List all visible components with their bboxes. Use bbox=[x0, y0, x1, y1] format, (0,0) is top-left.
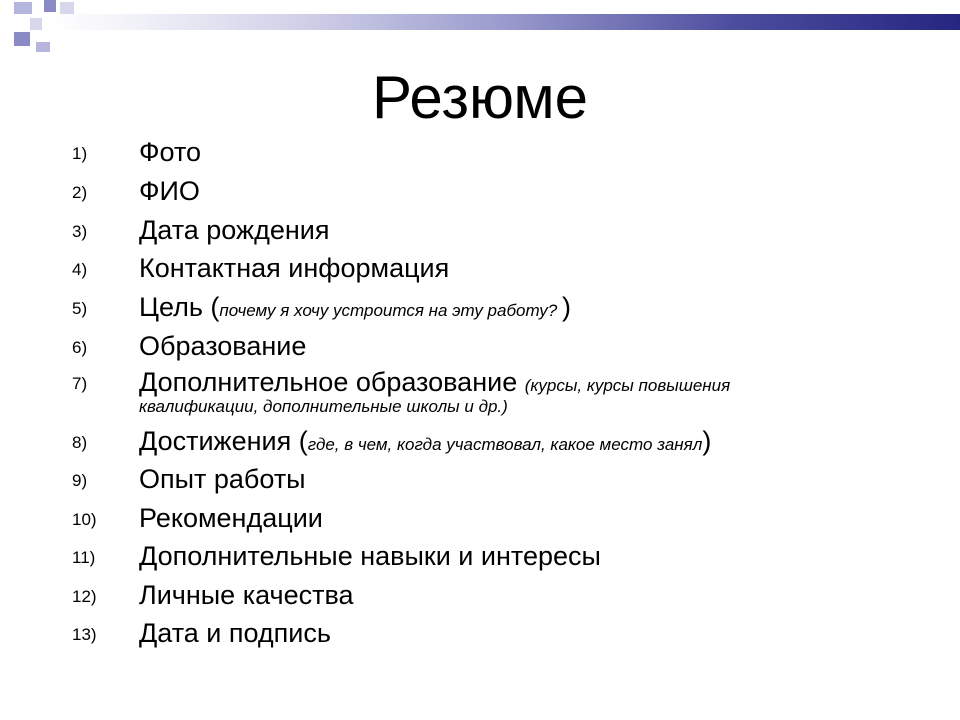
item-number: 6) bbox=[72, 338, 88, 357]
item-main-text: Достижения ( bbox=[139, 426, 308, 456]
decor-square bbox=[30, 18, 42, 30]
decor-square bbox=[14, 2, 32, 14]
item-text: Дополнительные навыки и интересы bbox=[139, 541, 601, 571]
item-text: Контактная информация bbox=[139, 253, 450, 283]
item-number: 1) bbox=[72, 144, 88, 163]
item-number: 10) bbox=[72, 510, 97, 529]
decor-square bbox=[14, 32, 30, 46]
item-number: 5) bbox=[72, 299, 88, 318]
item-text: Опыт работы bbox=[139, 464, 306, 494]
decor-square bbox=[36, 42, 50, 52]
item-note: где, в чем, когда участвовал, какое место занял bbox=[307, 435, 703, 454]
item-text: Личные качества bbox=[139, 580, 354, 610]
decor-square bbox=[60, 2, 74, 14]
item-main-text: Цель ( bbox=[139, 292, 220, 322]
corner-decoration bbox=[0, 0, 80, 60]
item-number: 7) bbox=[72, 374, 88, 393]
item-number: 8) bbox=[72, 433, 88, 452]
item-text: Рекомендации bbox=[139, 503, 323, 533]
item-text: Дата рождения bbox=[139, 215, 330, 245]
item-suffix: ) bbox=[561, 292, 571, 322]
item-number: 4) bbox=[72, 260, 88, 279]
header-gradient-bar bbox=[52, 14, 960, 30]
item-text bbox=[139, 424, 919, 462]
item-text: ФИО bbox=[139, 176, 200, 206]
item-text bbox=[139, 290, 919, 328]
item-number: 12) bbox=[72, 587, 97, 606]
item-note: почему я хочу устроится на эту работу? bbox=[219, 301, 562, 320]
item-note-continuation: квалификации, дополнительные школы и др.) bbox=[139, 397, 508, 416]
item-number: 3) bbox=[72, 222, 88, 241]
item-text: Образование bbox=[139, 331, 307, 361]
item-main-text: Дополнительное образование bbox=[139, 367, 525, 397]
item-text: Дата и подпись bbox=[139, 618, 331, 648]
item-text: Фото bbox=[139, 137, 202, 167]
item-number: 13) bbox=[72, 625, 97, 644]
decor-square bbox=[44, 0, 56, 12]
item-number: 9) bbox=[72, 471, 88, 490]
slide-title: Резюме bbox=[372, 64, 588, 131]
item-note: (курсы, курсы повышения bbox=[524, 376, 731, 395]
item-number: 2) bbox=[72, 183, 88, 202]
item-number: 11) bbox=[72, 548, 96, 567]
item-suffix: ) bbox=[702, 426, 712, 456]
